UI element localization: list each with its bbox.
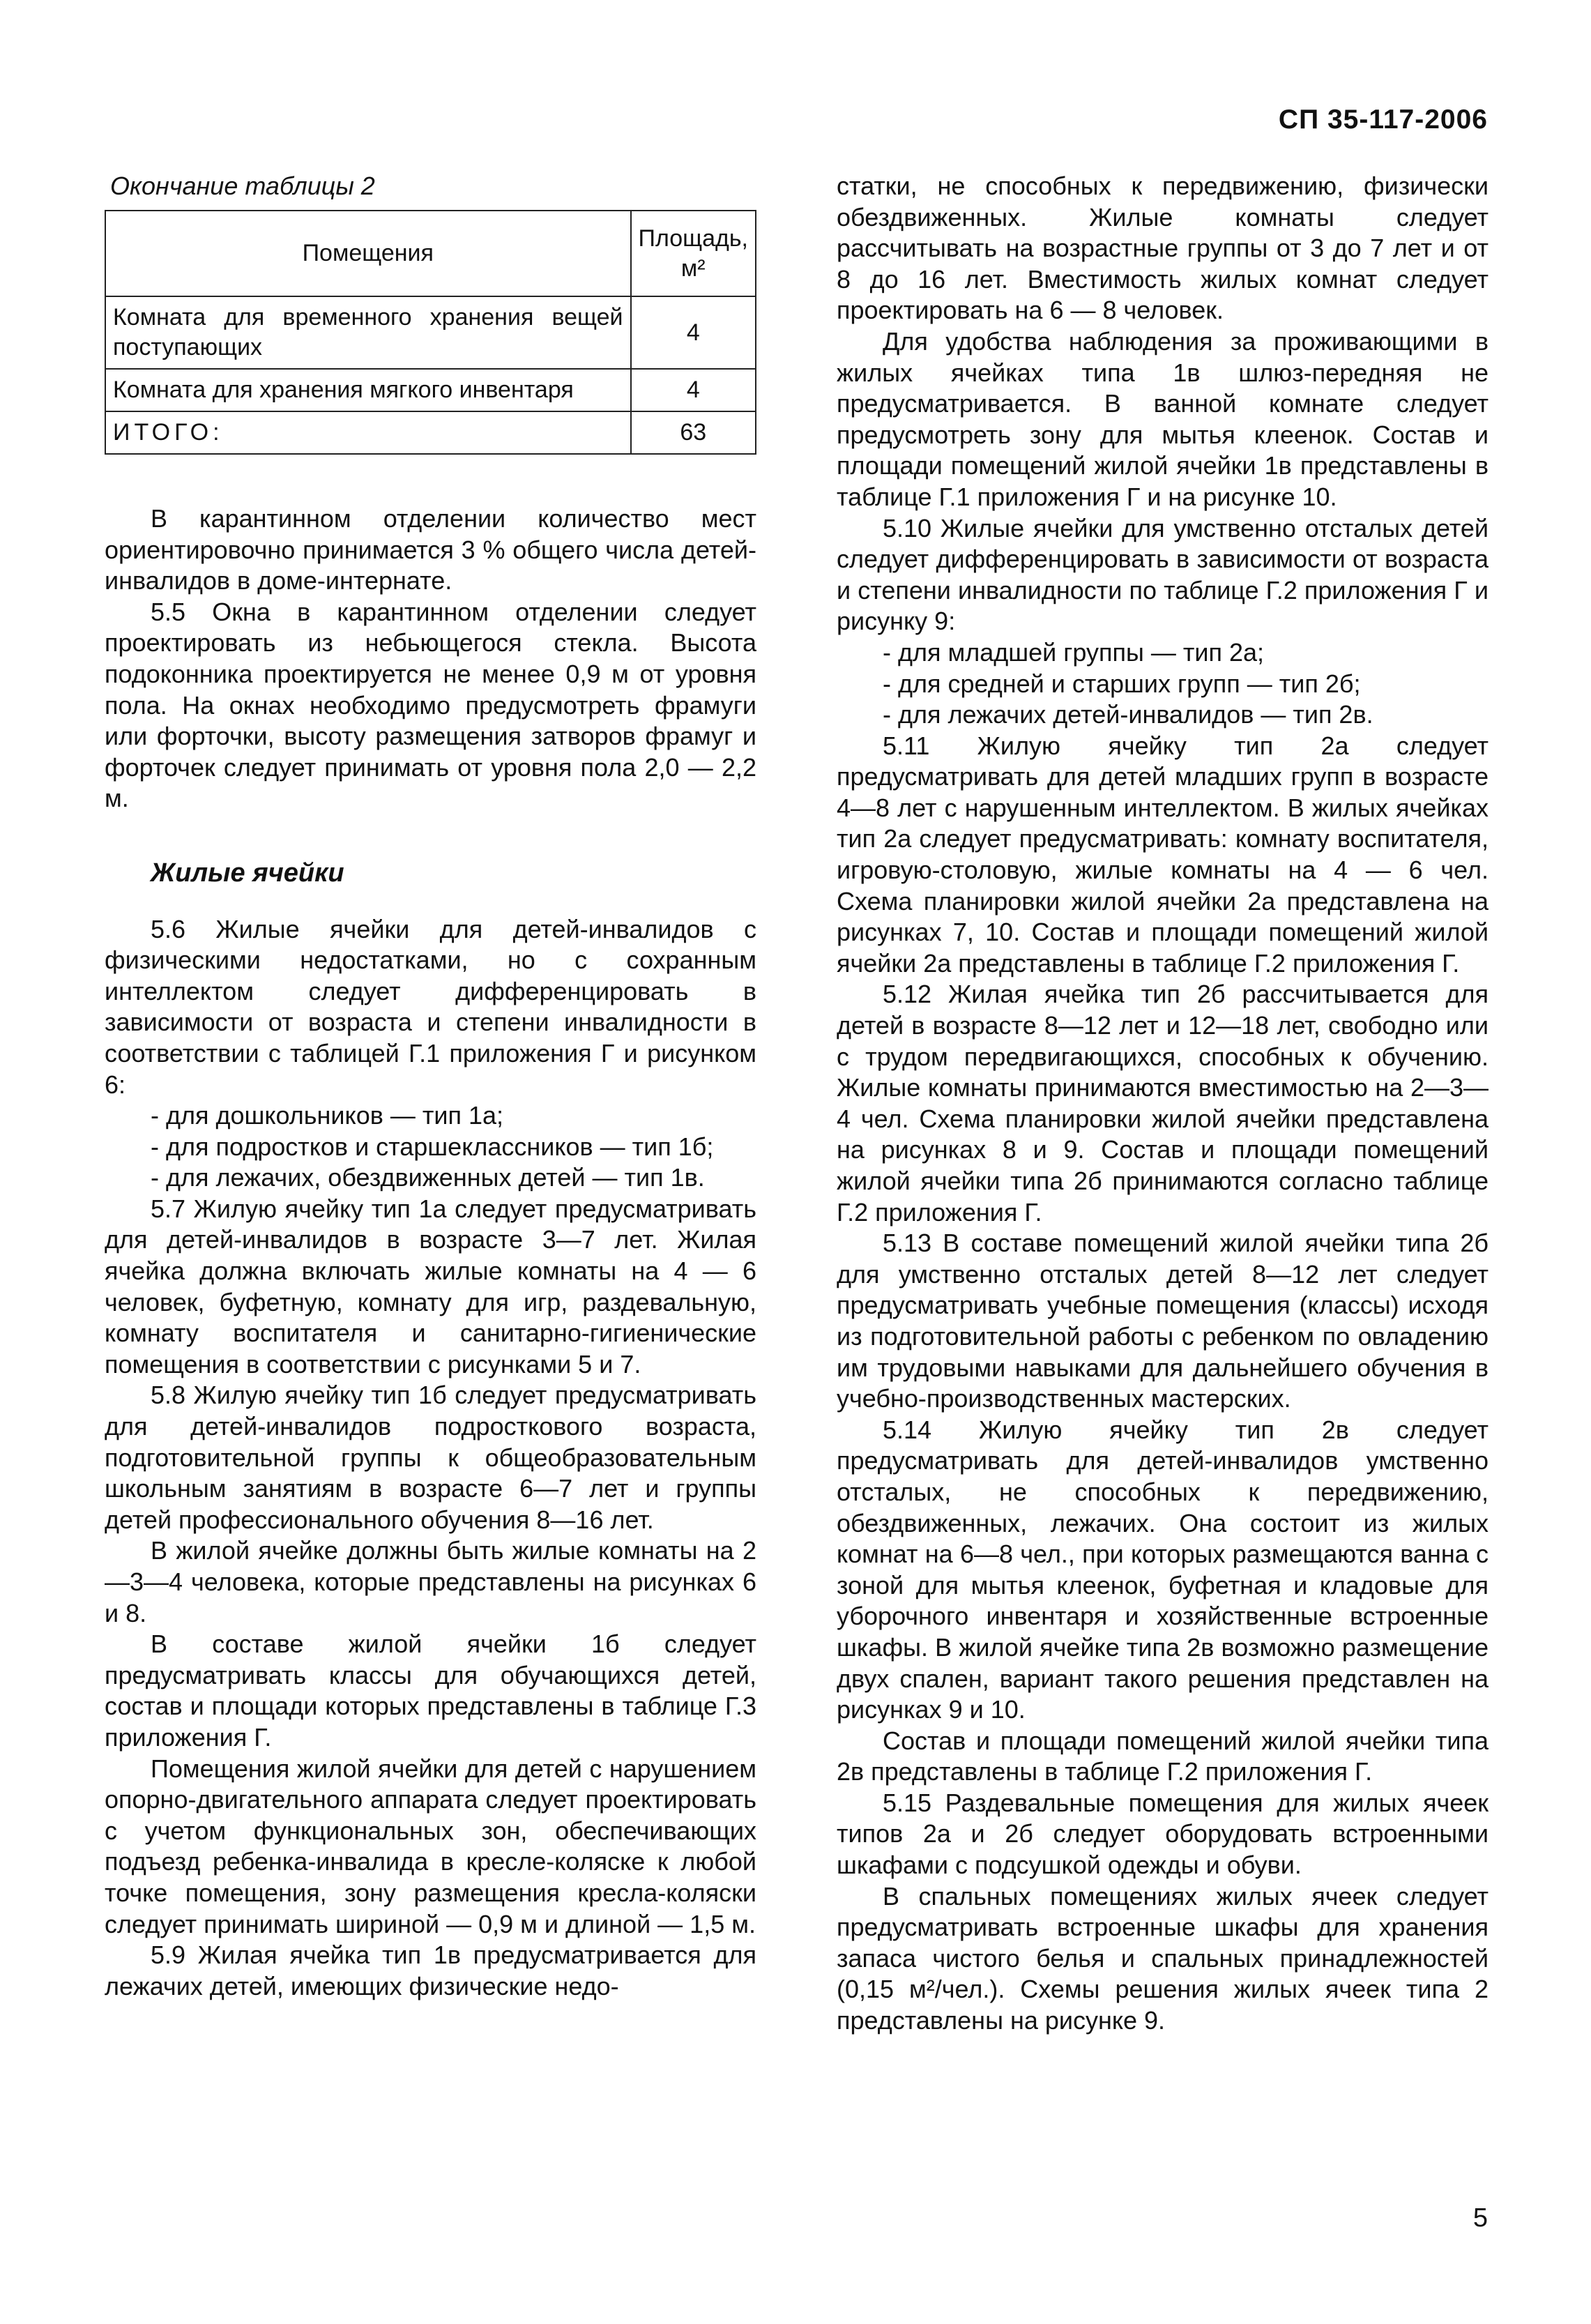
page-number: 5 xyxy=(1472,2203,1488,2233)
paragraph-classes: В составе жилой ячейки 1б следует предусматривать классы для обучающихся детей, состав и площади которых представлены в таблице Г.3 приложения Г. xyxy=(105,1630,756,1752)
paragraph-5-7: 5.7 Жилую ячейку тип 1а следует предусматривать для детей-инвалидов в возрасте 3—7 лет. Жилая ячейка должна включать жилые комнаты на 4 — 6 человек, буфетную, комнату для игр, раздевальную, комнату воспитателя и санитарно-гигиенические помещения в соответствии с рисунками 5 и 7. xyxy=(105,1194,756,1379)
list-item: - для подростков и старшеклассников — тип 1б; xyxy=(151,1132,714,1161)
cell-room: Комната для хранения мягкого инвентаря xyxy=(105,369,631,411)
paragraph-5-8: 5.8 Жилую ячейку тип 1б следует предусматривать для детей-инвалидов подросткового возраста, подготовительной группы к общеобразовательным школьным занятиям в возрасте 6—7 лет и группы детей профессионального обучения 8—16 лет. xyxy=(105,1381,756,1534)
document-code: СП 35-117-2006 xyxy=(1278,105,1488,135)
table-total-row xyxy=(105,411,756,454)
header-rooms: Помещения xyxy=(105,211,631,296)
paragraph-continued: статки, не способных к передвижению, физически обездвиженных. Жилые комнаты следует рассчитывать на возрастные группы от 3 до 7 лет и от 8 до 16 лет. Вместимость жилых комнат следует проектировать на 6 — 8 человек. xyxy=(837,172,1489,325)
paragraph-5-14: 5.14 Жилую ячейку тип 2в следует предусматривать для детей-инвалидов умственно отсталых, не способных к передвижению, обездвиженных, лежачих. Она состоит из жилых комнат на 6—8 чел., при которых размещаются ванна с зоной для мытья клеенок, буфетная и кладовые для уборочного инвентаря и хозяйственные встроенные шкафы. В жилой ячейке типа 2в возможно размещение двух спален, вариант такого решения представлен на рисунках 9 и 10. xyxy=(837,1415,1489,1724)
list-item: - для средней и старших групп — тип 2б; xyxy=(883,669,1361,698)
paragraph-composition-2v: Состав и площади помещений жилой ячейки типа 2в представлены в таблице Г.2 приложения Г. xyxy=(837,1726,1489,1786)
paragraph-5-13: 5.13 В составе помещений жилой ячейки типа 2б для умственно отсталых детей 8—12 лет следует предусматривать учебные помещения (классы) исходя из подготовительной работы с ребенком по овладению им трудовыми навыками для дальнейшего обучения в учебно-производственных мастерских. xyxy=(837,1229,1489,1413)
paragraph-rooms: В жилой ячейке должны быть жилые комнаты на 2—3—4 человека, которые представлены на рисунках 6 и 8. xyxy=(105,1536,756,1627)
right-column xyxy=(837,171,1489,2037)
paragraph-observe: Для удобства наблюдения за проживающими в жилых ячейках типа 1в шлюз-передняя не предусматривается. В ванной комнате следует предусмотреть зону для мытья клеенок. Состав и площади помещений жилой ячейки 1в представлены в таблице Г.1 приложения Г и на рисунке 10. xyxy=(837,326,1489,511)
cell-total-label: ИТОГО: xyxy=(105,411,631,454)
table-caption: Окончание таблицы 2 xyxy=(110,172,375,200)
cell-total-area: 63 xyxy=(631,411,756,454)
list-item: - для младшей группы — тип 2а; xyxy=(883,637,1265,667)
list-item: - для дошкольников — тип 1а; xyxy=(151,1101,503,1130)
left-column xyxy=(105,171,756,2002)
paragraph-5-11: 5.11 Жилую ячейку тип 2а следует предусматривать для детей младших групп в возрасте 4—8 лет с нарушенным интеллектом. В жилых ячейках тип 2а следует предусматривать: комнату воспитателя, игровую-столовую, жилые комнаты на 4 — 6 чел. Схема планировки жилой ячейки 2а представлена на рисунках 7, 10. Состав и площади помещений жилой ячейки 2а представлены в таблице Г.2 приложения Г. xyxy=(837,731,1489,978)
table-row xyxy=(105,369,756,411)
paragraph-motor: Помещения жилой ячейки для детей с нарушением опорно-двигательного аппарата следует проектировать с учетом функциональных зон, обеспечивающих подъезд ребенка-инвалида в кресле-коляске к любой точке помещения, зону размещения кресла-коляски следует принимать шириной — 0,9 м и длиной — 1,5 м. xyxy=(105,1754,756,1938)
section-title: Жилые ячейки xyxy=(151,858,344,888)
table-header-row xyxy=(105,211,756,296)
cell-room: Комната для временного хранения вещей поступающих xyxy=(105,296,631,369)
list-item: - для лежачих детей-инвалидов — тип 2в. xyxy=(883,700,1373,729)
paragraph-5-15: 5.15 Раздевальные помещения для жилых ячеек типов 2а и 2б следует оборудовать встроенными шкафами с подсушкой одежды и обуви. xyxy=(837,1788,1489,1880)
cell-area: 4 xyxy=(631,296,756,369)
table-row xyxy=(105,296,756,369)
paragraph-5-12: 5.12 Жилая ячейка тип 2б рассчитывается для детей в возрасте 8—12 лет и 12—18 лет, свободно или с трудом передвигающихся, способных к обучению. Жилые комнаты принимаются вместимостью на 2—3—4 чел. Схема планировки жилой ячейки представлена на рисунках 8 и 9. Состав и площади помещений жилой ячейки типа 2б принимаются согласно таблице Г.2 приложения Г. xyxy=(837,980,1489,1226)
header-area: Площадь, м² xyxy=(631,211,756,296)
paragraph-bedrooms: В спальных помещениях жилых ячеек следует предусматривать встроенные шкафы для хранения запаса чистого белья и спальных принадлежностей (0,15 м²/чел.). Схемы решения жилых ячеек типа 2 представлены на рисунке 9. xyxy=(837,1881,1489,2035)
paragraph-5-9: 5.9 Жилая ячейка тип 1в предусматривается для лежачих детей, имеющих физические недо- xyxy=(105,1941,756,2000)
paragraph-5-6: 5.6 Жилые ячейки для детей-инвалидов с физическими недостатками, но с сохранным интеллектом следует дифференцировать в зависимости от возраста и степени инвалидности в соответствии с таблицей Г.1 приложения Г и рисунком 6: xyxy=(105,914,756,1099)
paragraph-5-5: 5.5 Окна в карантинном отделении следует проектировать из небьющегося стекла. Высота подоконника проектируется не менее 0,9 м от уровня пола. На окнах необходимо предусмотреть фрамуги или форточки, высоту размещения затворов фрамуг и форточек следует принимать от уровня пола 2,0 — 2,2 м. xyxy=(105,597,756,813)
paragraph-5-10: 5.10 Жилые ячейки для умственно отсталых детей следует дифференцировать в зависимости от возраста и степени инвалидности по таблице Г.2 приложения Г и рисунку 9: xyxy=(837,513,1489,636)
cell-area: 4 xyxy=(631,369,756,411)
list-item: - для лежачих, обездвиженных детей — тип 1в. xyxy=(151,1163,705,1192)
rooms-table xyxy=(105,210,756,455)
paragraph-quarantine: В карантинном отделении количество мест ориентировочно принимается 3 % общего числа детей-инвалидов в доме-интернате. xyxy=(105,504,756,595)
